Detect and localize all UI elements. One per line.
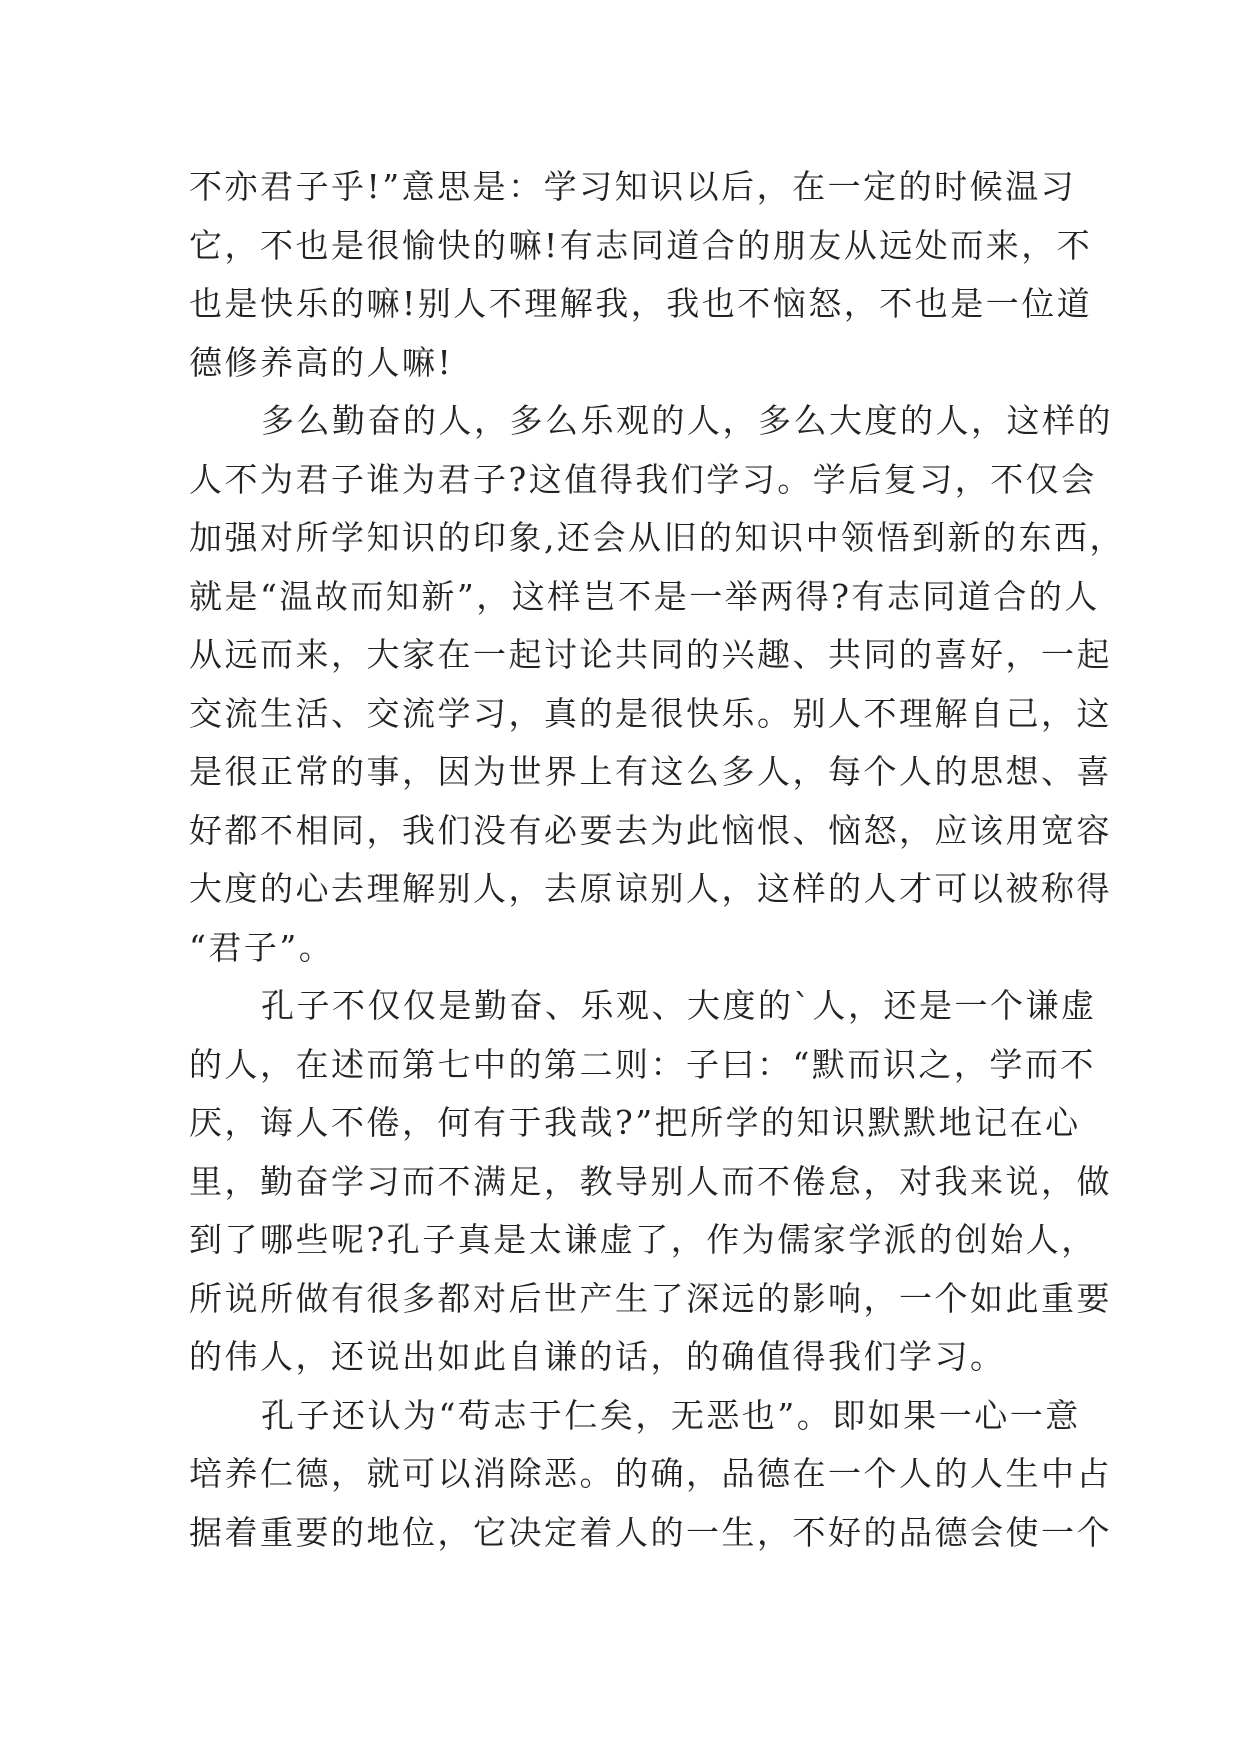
- text-line: 大度的心去理解别人，去原谅别人，这样的人才可以被称得: [189, 869, 1112, 908]
- text-line: 就是“温故而知新”，这样岂不是一举两得?有志同道合的人: [189, 576, 1100, 616]
- text-line: 的人，在述而第七中的第二则：子曰：“默而识之，学而不: [189, 1044, 1096, 1084]
- paragraph-first-line: 孔子还认为“苟志于仁矣，无恶也”。即如果一心一意: [261, 1395, 1081, 1435]
- text-line: 好都不相同，我们没有必要去为此恼恨、恼怒，应该用宽容: [189, 810, 1112, 850]
- text-line: 加强对所学知识的印象,还会从旧的知识中领悟到新的东西，: [189, 518, 1125, 557]
- text-line: 人不为君子谁为君子?这值得我们学习。学后复习，不仅会: [189, 459, 1097, 499]
- text-line: 是很正常的事，因为世界上有这么多人，每个人的思想、喜: [189, 752, 1112, 791]
- text-line: 据着重要的地位，它决定着人的一生，不好的品德会使一个: [189, 1512, 1112, 1552]
- body-text: [189, 158, 1125, 1562]
- text-line: 从远而来，大家在一起讨论共同的兴趣、共同的喜好，一起: [189, 635, 1112, 674]
- text-line: 德修养高的人嘛!: [189, 342, 454, 382]
- paragraph-first-line: 多么勤奋的人，多么乐观的人，多么大度的人，这样的: [261, 401, 1113, 440]
- text-line: 到了哪些呢?孔子真是太谦虚了，作为儒家学派的创始人，: [189, 1220, 1097, 1259]
- text-line: 厌，诲人不倦，何有于我哉?”把所学的知识默默地记在心: [189, 1103, 1081, 1142]
- paragraph-first-line: 孔子不仅仅是勤奋、乐观、大度的`人，还是一个谦虚: [261, 986, 1097, 1025]
- text-line: “君子”。: [189, 927, 335, 967]
- text-line: 培养仁德，就可以消除恶。的确，品德在一个人的人生中占: [189, 1454, 1112, 1493]
- text-line: 也是快乐的嘛!别人不理解我，我也不恼怒，不也是一位道: [189, 284, 1093, 323]
- text-line: 交流生活、交流学习，真的是很快乐。别人不理解自己，这: [189, 693, 1112, 733]
- text-line: 里，勤奋学习而不满足，教导别人而不倦怠，对我来说，做: [189, 1161, 1112, 1201]
- text-line: 所说所做有很多都对后世产生了深远的影响，一个如此重要: [189, 1278, 1112, 1318]
- text-line: 不亦君子乎!”意思是：学习知识以后，在一定的时候温习: [189, 167, 1077, 206]
- text-line: 它，不也是很愉快的嘛!有志同道合的朋友从远处而来，不: [189, 225, 1093, 265]
- text-line: 的伟人，还说出如此自谦的话，的确值得我们学习。: [189, 1337, 1006, 1376]
